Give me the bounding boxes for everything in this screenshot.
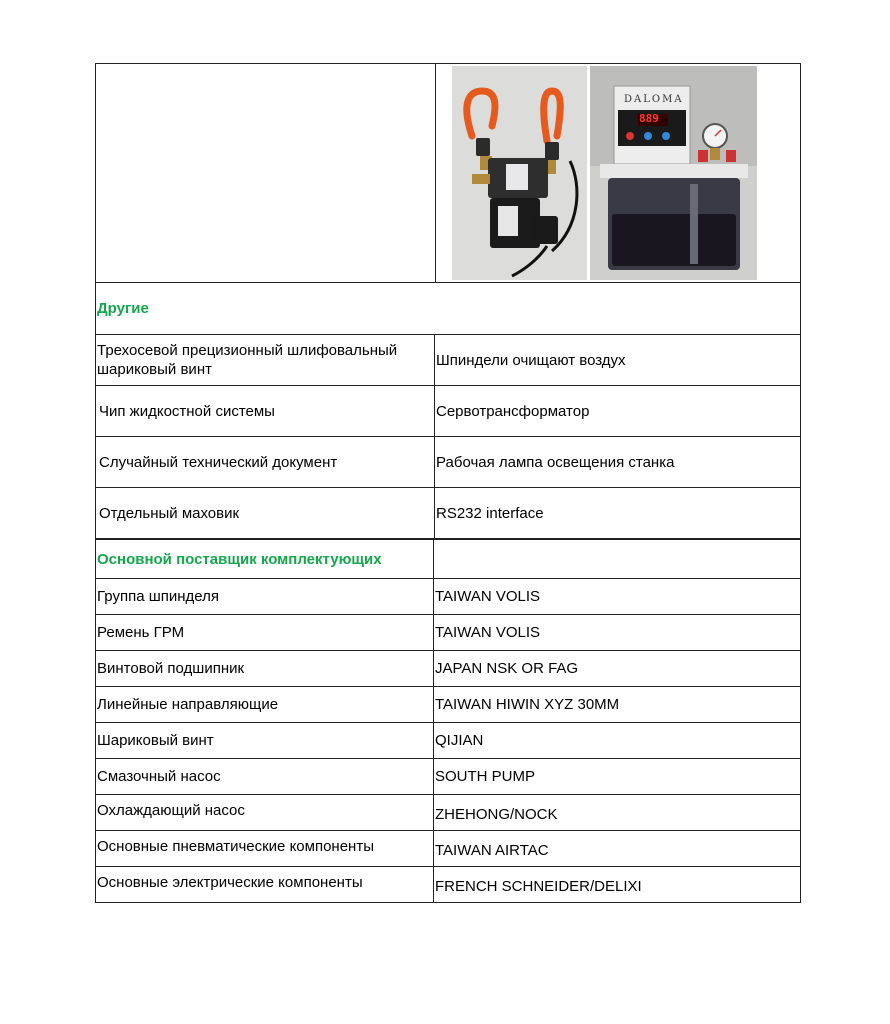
other-table-row — [95, 334, 801, 386]
other-row-left-text: Чип жидкостной системы — [99, 402, 275, 420]
other-row-left-text: Трехосевой прецизионный шлифовальный шариковый винт — [97, 342, 398, 378]
other-row-right-text: RS232 interface — [436, 504, 544, 522]
pump-brand-label: DALOMA — [624, 94, 684, 105]
supplier-row-vendor: TAIWAN HIWIN XYZ 30MM — [435, 696, 620, 713]
other-table-row — [95, 385, 801, 437]
supplier-row-component: Шариковый винт — [97, 732, 214, 749]
supplier-row-vendor: QIJIAN — [435, 732, 484, 749]
supplier-table-row — [95, 686, 801, 723]
other-table-row — [95, 487, 801, 539]
pump-display-value: 889 — [639, 112, 659, 125]
solenoid-valve-photo — [452, 66, 587, 280]
other-row-left-text: Случайный технический документ — [99, 453, 338, 471]
other-row-right-text: Рабочая лампа освещения станка — [436, 453, 675, 471]
supplier-row-vendor: TAIWAN VOLIS — [435, 588, 541, 605]
section-other-title: Другие — [97, 300, 149, 317]
supplier-table-row — [95, 650, 801, 687]
supplier-table-row — [95, 866, 801, 903]
other-row-right-text: Сервотрансформатор — [436, 402, 590, 420]
solenoid-valve-illustration — [452, 66, 587, 280]
section-suppliers-header — [95, 539, 801, 579]
other-row-left-text: Отдельный маховик — [99, 504, 240, 522]
section-other-header — [95, 282, 801, 335]
supplier-row-component: Ремень ГРМ — [97, 624, 185, 641]
supplier-row-component: Смазочный насос — [97, 768, 221, 785]
supplier-row-vendor: TAIWAN AIRTAC — [435, 842, 549, 859]
other-table-row — [95, 436, 801, 488]
supplier-row-vendor: ZHEHONG/NOCK — [435, 806, 558, 823]
supplier-table-row — [95, 614, 801, 651]
supplier-row-vendor: SOUTH PUMP — [435, 768, 536, 785]
supplier-row-vendor: FRENCH SCHNEIDER/DELIXI — [435, 878, 642, 895]
supplier-row-component: Основные электрические компоненты — [97, 874, 363, 891]
supplier-row-component: Основные пневматические компоненты — [97, 838, 374, 855]
supplier-row-component: Линейные направляющие — [97, 696, 279, 713]
supplier-table-row — [95, 794, 801, 831]
supplier-row-component: Охлаждающий насос — [97, 802, 245, 819]
supplier-row-vendor: TAIWAN VOLIS — [435, 624, 541, 641]
supplier-row-component: Группа шпинделя — [97, 588, 219, 605]
photo-row-empty-cell — [95, 63, 436, 283]
supplier-row-vendor: JAPAN NSK OR FAG — [435, 660, 579, 677]
supplier-table-row — [95, 758, 801, 795]
supplier-table-row — [95, 722, 801, 759]
other-row-right-text: Шпиндели очищают воздух — [436, 351, 626, 369]
section-suppliers-title: Основной поставщик комплектующих — [97, 550, 382, 568]
supplier-table-row — [95, 830, 801, 867]
supplier-row-component: Винтовой подшипник — [97, 660, 245, 677]
supplier-table-row — [95, 578, 801, 615]
lubrication-pump-photo — [590, 66, 757, 280]
